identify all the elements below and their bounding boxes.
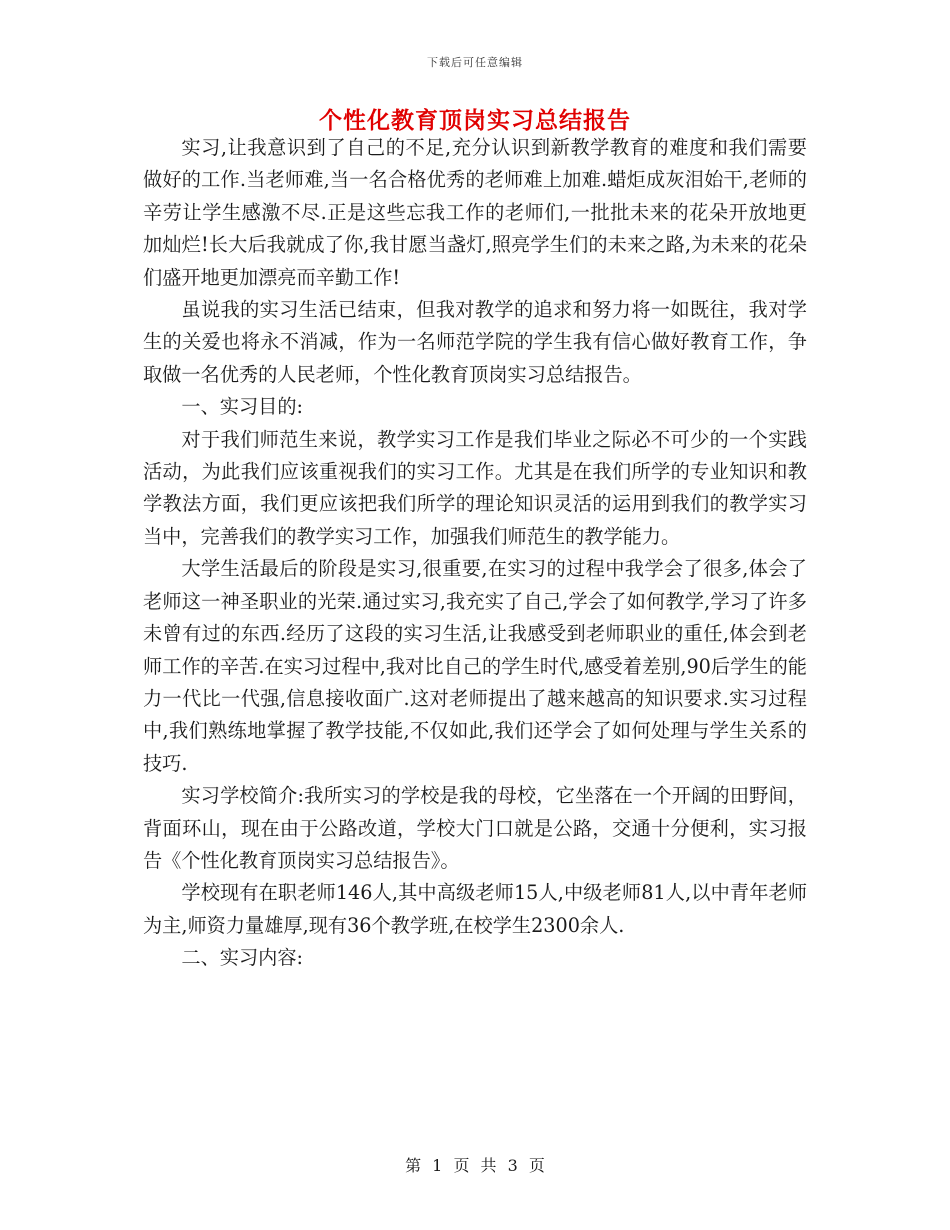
document-body	[143, 132, 807, 975]
paragraph: 学校现有在职老师146人,其中高级老师15人,中级老师81人,以中青年老师为主,师资力量雄厚,现有36个教学班,在校学生2300余人.	[143, 881, 807, 937]
paragraph: 对于我们师范生来说，教学实习工作是我们毕业之际必不可少的一个实践活动，为此我们应该重视我们的实习工作。尤其是在我们所学的专业知识和教学教法方面，我们更应该把我们所学的理论知识灵活的运用到我们的教学实习当中，完善我们的教学实习工作，加强我们师范生的教学能力。	[143, 427, 807, 548]
section-heading: 一、实习目的:	[181, 395, 303, 419]
page-number: 第 1 页 共 3 页	[405, 1156, 545, 1175]
document-title: 个性化教育顶岗实习总结报告	[319, 107, 631, 134]
paragraph: 虽说我的实习生活已结束，但我对教学的追求和努力将一如既往，我对学生的关爱也将永不消减，作为一名师范学院的学生我有信心做好教育工作，争取做一名优秀的人民老师，个性化教育顶岗实习总结报告。	[143, 298, 807, 386]
section-heading: 二、实习内容:	[181, 946, 303, 970]
paragraph: 大学生活最后的阶段是实习,很重要,在实习的过程中我学会了很多,体会了老师这一神圣职业的光荣.通过实习,我充实了自己,学会了如何教学,学习了许多未曾有过的东西.经历了这段的实习生活,让我感受到老师职业的重任,体会到老师工作的辛苦.在实习过程中,我对比自己的学生时代,感受着差别,90后学生的能力一代比一代强,信息接收面广.这对老师提出了越来越高的知识要求.实习过程中,我们熟练地掌握了教学技能,不仅如此,我们还学会了如何处理与学生关系的技巧.	[143, 557, 807, 775]
paragraph: 实习,让我意识到了自己的不足,充分认识到新教学教育的难度和我们需要做好的工作.当老师难,当一名合格优秀的老师难上加难.蜡炬成灰泪始干,老师的辛劳让学生感激不尽.正是这些忘我工作的老师们,一批批未来的花朵开放地更加灿烂!长大后我就成了你,我甘愿当盏灯,照亮学生们的未来之路,为未来的花朵们盛开地更加漂亮而辛勤工作!	[143, 136, 807, 289]
paragraph: 实习学校简介:我所实习的学校是我的母校，它坐落在一个开阔的田野间，背面环山，现在由于公路改道，学校大门口就是公路，交通十分便利，实习报告《个性化教育顶岗实习总结报告》。	[143, 784, 807, 872]
header-note: 下载后可任意编辑	[427, 56, 523, 69]
